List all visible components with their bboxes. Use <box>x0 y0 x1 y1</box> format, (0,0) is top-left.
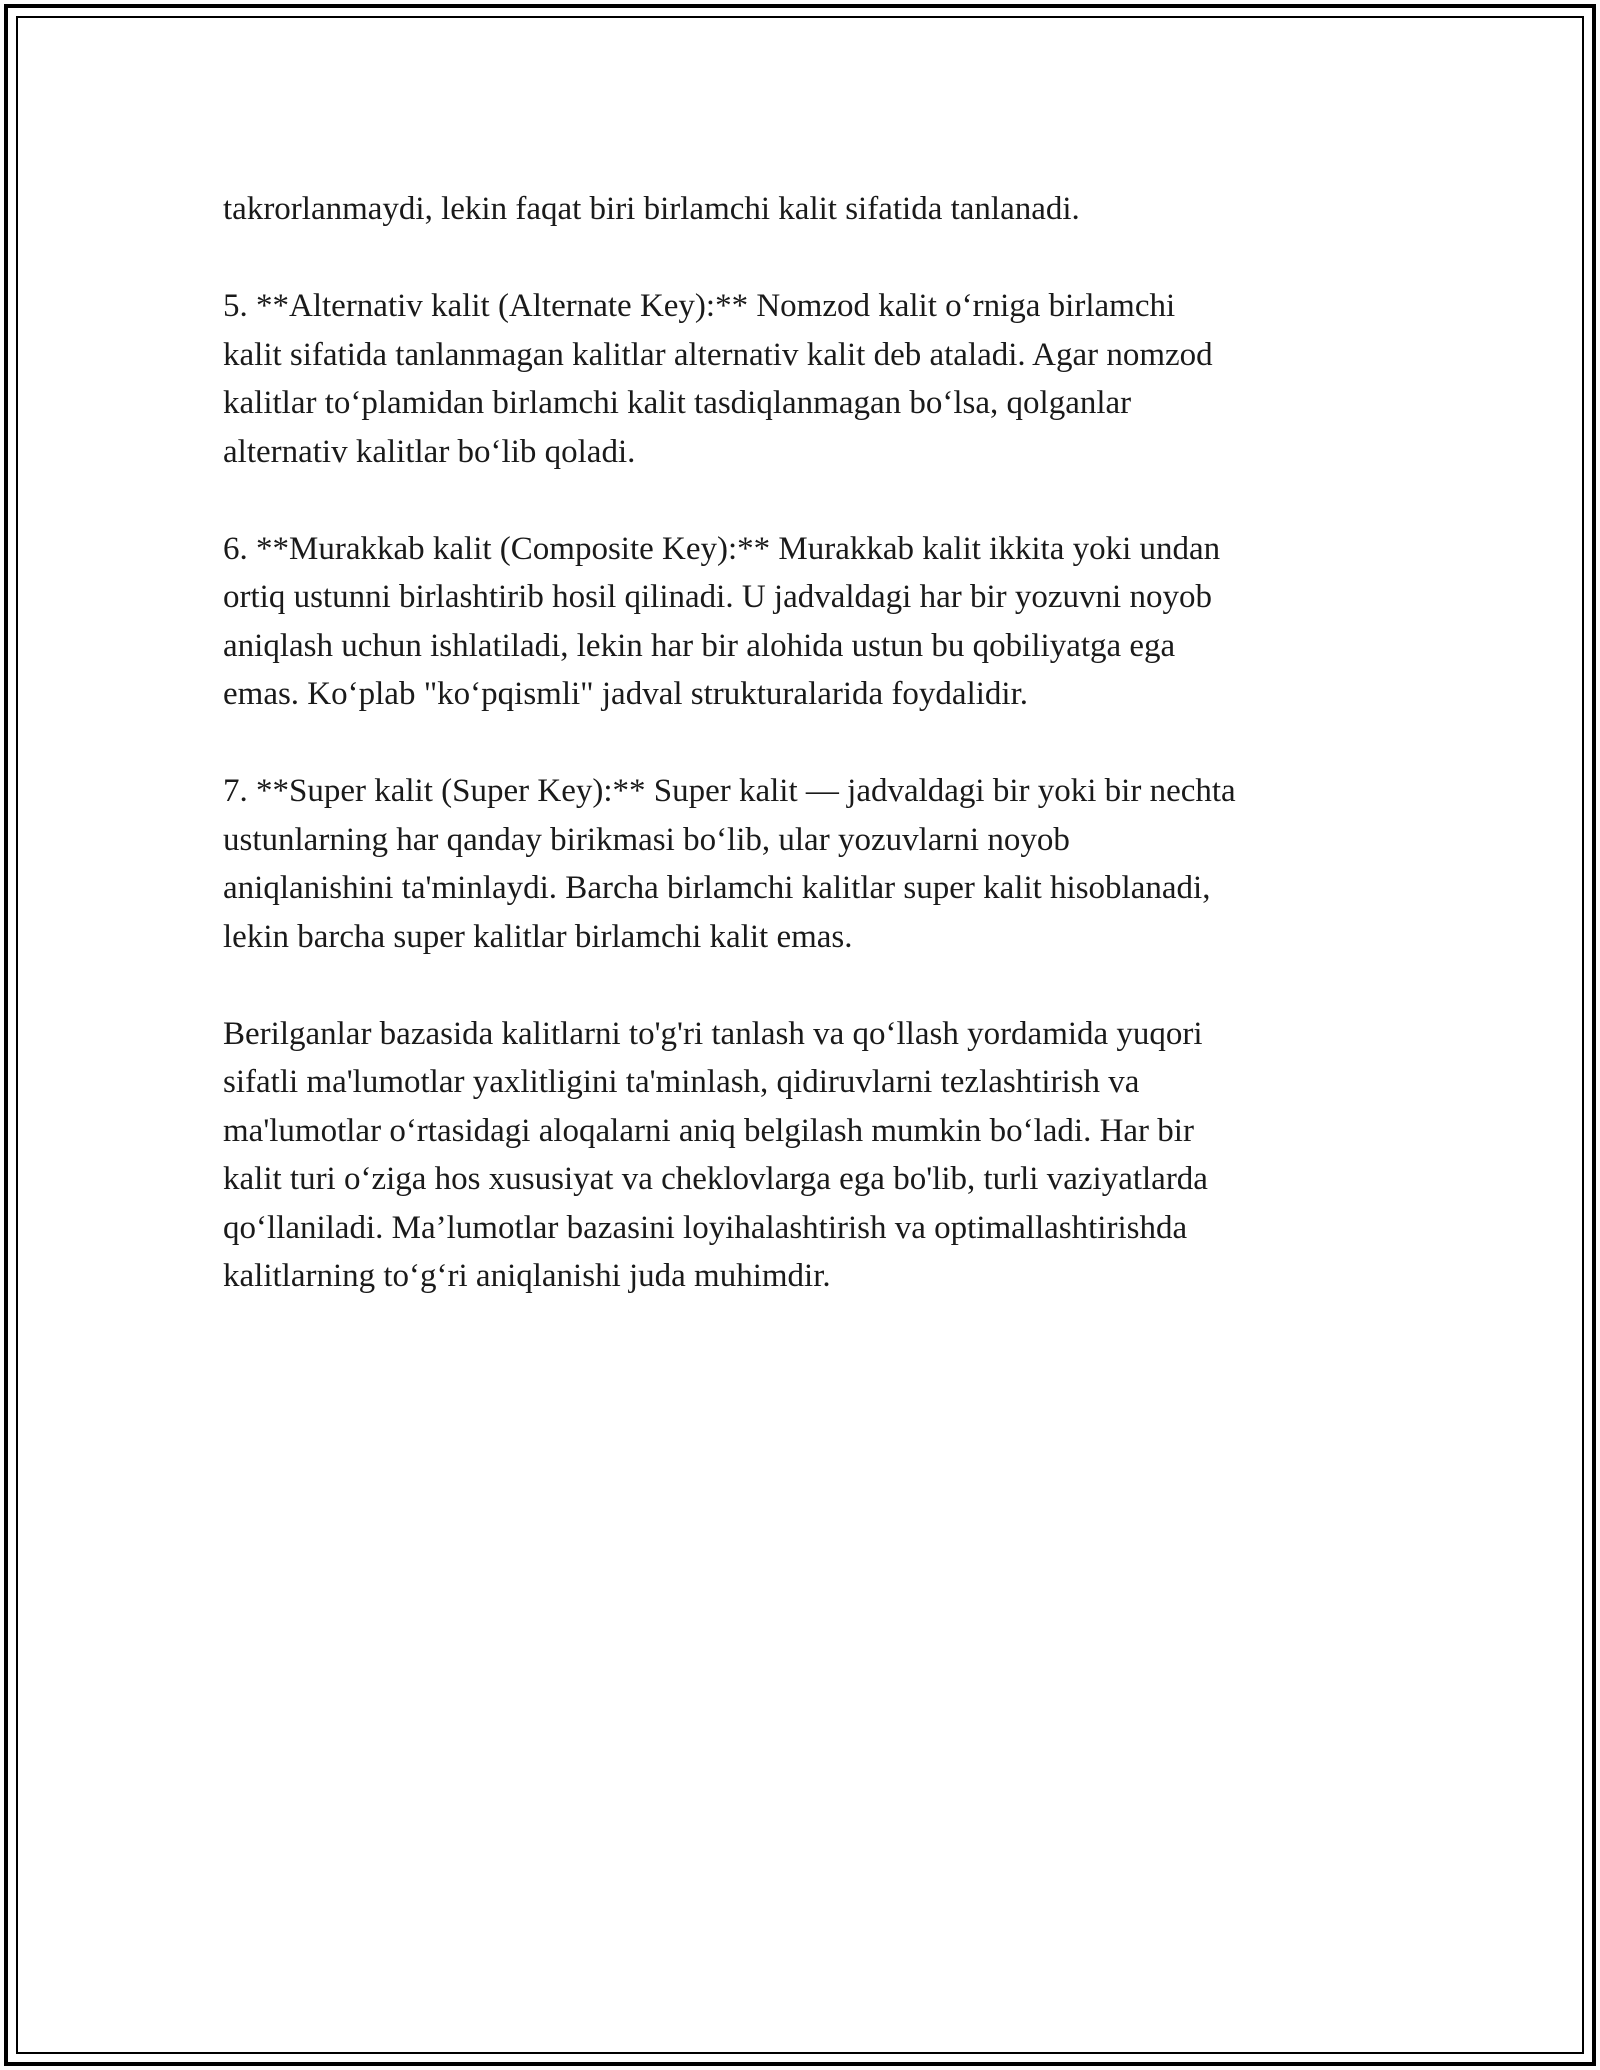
paragraph-composite-key: 6. **Murakkab kalit (Composite Key):** Murakkab kalit ikkita yoki undan ortiq ustunni birlashtirib hosil qilinadi. U jadvaldagi har bir yozuvni noyob aniqlash uchun ishlatiladi, lekin har bir alohida ustun bu qobiliyatga ega emas. Ko‘plab "ko‘pqismli" jadval strukturalarida foydalidir. <box>223 530 1221 712</box>
paragraph-conclusion: Berilganlar bazasida kalitlarni to'g'ri tanlash va qo‘llash yordamida yuqori sifatli ma'lumotlar yaxlitligini ta'minlash, qidiruvlarni tezlashtirish va ma'lumotlar o‘rtasidagi aloqalarni aniq belgilash mumkin bo‘ladi. Har bir kalit turi o‘ziga hos xususiyat va cheklovlarga ega bo'lib, turli vaziyatlarda qo‘llaniladi. Ma’lumotlar bazasini loyihalashtirish va optimallashtirishda kalitlarning to‘g‘ri aniqlanishi juda muhimdir. <box>223 1015 1208 1294</box>
paragraph-super-key: 7. **Super kalit (Super Key):** Super kalit — jadvaldagi bir yoki bir nechta ustunlarning har qanday birikmasi bo‘lib, ular yozuvlarni noyob aniqlanishini ta'minlaydi. Barcha birlamchi kalitlar super kalit hisoblanadi, lekin barcha super kalitlar birlamchi kalit emas. <box>223 773 1236 955</box>
document-body <box>223 185 1373 1349</box>
paragraph-alternate-key: 5. **Alternativ kalit (Alternate Key):** Nomzod kalit o‘rniga birlamchi kalit sifatida tanlanmagan kalitlar alternativ kalit deb ataladi. Agar nomzod kalitlar to‘plamidan birlamchi kalit tasdiqlanmagan bo‘lsa, qolganlar alternativ kalitlar bo‘lib qoladi. <box>223 288 1213 470</box>
paragraph-continuation: takrorlanmaydi, lekin faqat biri birlamchi kalit sifatida tanlanadi. <box>223 191 1080 227</box>
